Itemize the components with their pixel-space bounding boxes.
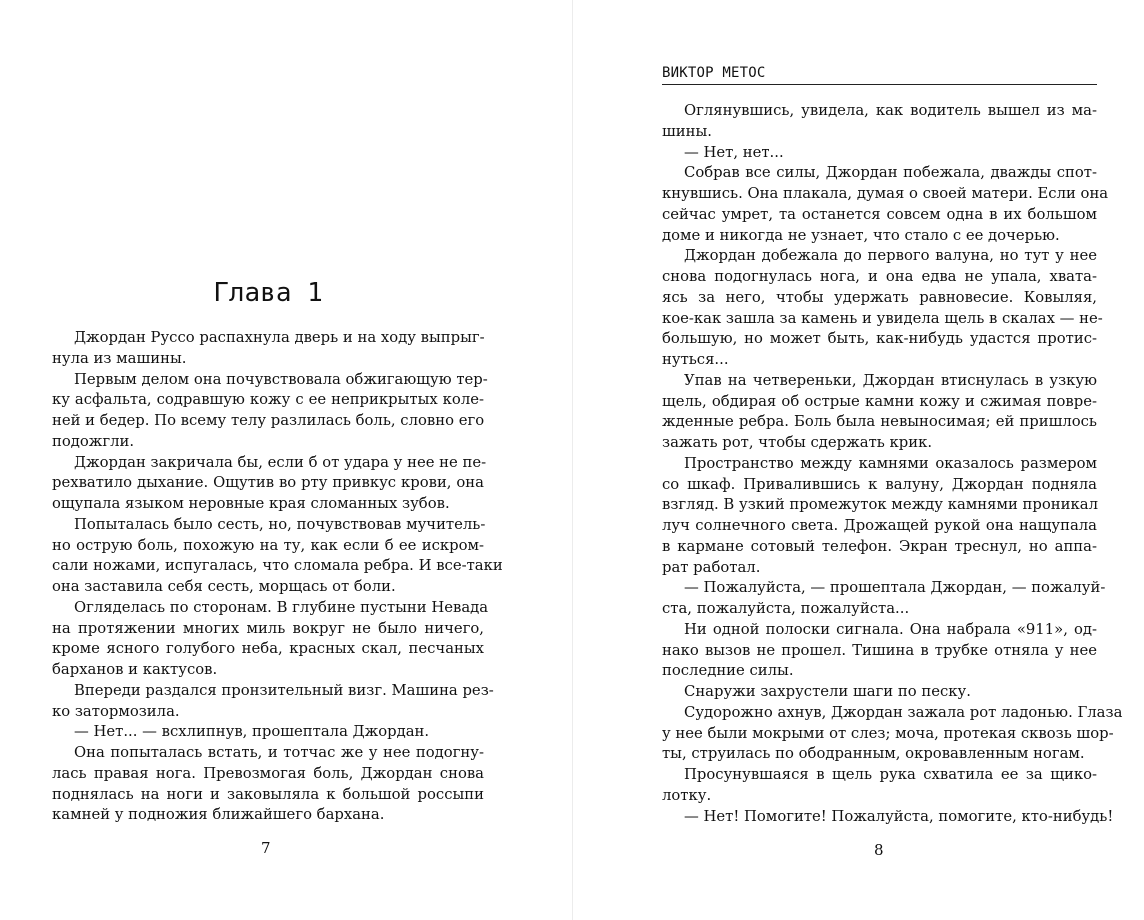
- page-number-right: 8: [874, 841, 884, 859]
- text-line: ста, пожалуйста, пожалуйста...: [662, 600, 910, 617]
- text-line: Ни одной полоски сигнала. Она набрала «911», од-: [684, 620, 1097, 638]
- text-line: Упав на четвереньки, Джордан втиснулась в узкую: [684, 371, 1097, 389]
- text-line: Просунувшаяся в щель рука схватила ее за щико-: [684, 766, 1097, 783]
- text-line: сейчас умрет, та останется совсем одна в их большом: [662, 205, 1097, 223]
- text-line: зажать рот, чтобы сдержать крик.: [662, 434, 933, 451]
- running-header: ВИКТОР МЕТОС: [662, 63, 1097, 85]
- text-line: ты, струилась по ободранным, окровавленным ногам.: [662, 745, 1085, 763]
- text-line: Пространство между камнями оказалось размером: [684, 454, 1097, 472]
- right-page-body: [662, 101, 1123, 827]
- text-line: но острую боль, похожую на ту, как если б ее искром-: [52, 536, 484, 554]
- page-gutter: [572, 0, 573, 920]
- text-line: на протяжении многих миль вокруг не было ничего,: [52, 619, 484, 637]
- text-line: она заставила себя сесть, морщась от боли.: [52, 578, 396, 595]
- text-line: Первым делом она почувствовала обжигающую тер-: [74, 370, 488, 388]
- text-line: Джордан закричала бы, если б от удара у нее не пе-: [74, 453, 487, 471]
- text-line: — Нет! Помогите! Пожалуйста, помогите, кто-нибудь!: [684, 807, 1114, 825]
- left-page-body: [52, 328, 503, 826]
- text-line: кое-как зашла за камень и увидела щель в скалах — не-: [662, 309, 1103, 327]
- text-line: взгляд. В узкий промежуток между камнями проникал: [662, 496, 1098, 514]
- text-line: — Нет, нет...: [684, 143, 784, 161]
- text-line: в кармане сотовый телефон. Экран треснул, но аппа-: [662, 537, 1097, 555]
- text-line: Попыталась было сесть, но, почувствовав мучитель-: [74, 515, 486, 533]
- text-line: поднялась на ноги и заковыляла к большой россыпи: [52, 785, 484, 803]
- text-line: ней и бедер. По всему телу разлилась боль, словно его: [52, 412, 485, 429]
- text-line: щель, обдирая об острые камни кожу и сжимая повре-: [662, 392, 1097, 410]
- text-line: у нее были мокрыми от слез; моча, протекая сквозь шор-: [662, 724, 1114, 742]
- text-line: Джордан добежала до первого валуна, но тут у нее: [684, 247, 1097, 265]
- text-line: подожгли.: [52, 432, 135, 450]
- text-line: сали ножами, испугалась, что сломала ребра. И все-таки: [52, 557, 503, 575]
- text-line: большую, но может быть, как-нибудь удастся протис-: [662, 330, 1097, 348]
- text-line: ку асфальта, содравшую кожу с ее неприкрытых коле-: [52, 391, 484, 409]
- text-line: камней у подножия ближайшего бархана.: [52, 806, 385, 824]
- text-line: нако вызов не прошел. Тишина в трубке отняла у нее: [662, 641, 1097, 659]
- text-line: Снаружи захрустели шаги по песку.: [684, 683, 971, 700]
- text-line: Она попыталась встать, и тотчас же у нее подогну-: [74, 744, 484, 761]
- text-line: шины.: [662, 122, 712, 140]
- text-line: лотку.: [662, 786, 712, 804]
- text-line: луч солнечного света. Дрожащей рукой она нащупала: [662, 517, 1097, 534]
- text-line: последние силы.: [662, 662, 794, 680]
- text-line: ясь за него, чтобы удержать равновесие. Ковыляя,: [662, 288, 1097, 306]
- text-line: Джордан Руссо распахнула дверь и на ходу выпрыг-: [74, 329, 485, 346]
- text-line: барханов и кактусов.: [52, 661, 218, 678]
- text-line: ко затормозила.: [52, 702, 180, 720]
- page-number-left: 7: [261, 839, 271, 857]
- text-line: Судорожно ахнув, Джордан зажала рот ладонью. Глаза: [684, 703, 1123, 721]
- text-line: кроме ясного голубого неба, красных скал, песчаных: [52, 640, 484, 658]
- text-line: Огляделась по сторонам. В глубине пустыни Невада: [74, 598, 489, 616]
- text-line: рат работал.: [662, 558, 761, 576]
- text-line: ощупала языком неровные края сломанных зубов.: [52, 495, 450, 512]
- text-line: Впереди раздался пронзительный визг. Машина рез-: [74, 681, 494, 699]
- chapter-title: Глава 1: [213, 278, 323, 308]
- text-line: — Нет... — всхлипнув, прошептала Джордан.: [74, 723, 430, 741]
- text-line: со шкаф. Привалившись к валуну, Джордан подняла: [662, 475, 1097, 493]
- text-line: кнувшись. Она плакала, думая о своей матери. Если она: [662, 185, 1109, 202]
- text-line: Оглянувшись, увидела, как водитель вышел из ма-: [684, 102, 1097, 119]
- text-line: лась правая нога. Превозмогая боль, Джордан снова: [52, 764, 484, 782]
- text-line: Собрав все силы, Джордан побежала, дважды спот-: [684, 164, 1097, 182]
- text-line: рехватило дыхание. Ощутив во рту привкус крови, она: [52, 474, 484, 492]
- text-line: нуться...: [662, 351, 729, 368]
- text-line: снова подогнулась нога, и она едва не упала, хвата-: [662, 268, 1097, 285]
- text-line: жденные ребра. Боль была невыносимая; ей пришлось: [662, 413, 1097, 431]
- text-line: доме и никогда не узнает, что стало с ее дочерью.: [662, 226, 1060, 244]
- text-line: нула из машины.: [52, 349, 187, 367]
- text-line: — Пожалуйста, — прошептала Джордан, — пожалуй-: [684, 579, 1106, 597]
